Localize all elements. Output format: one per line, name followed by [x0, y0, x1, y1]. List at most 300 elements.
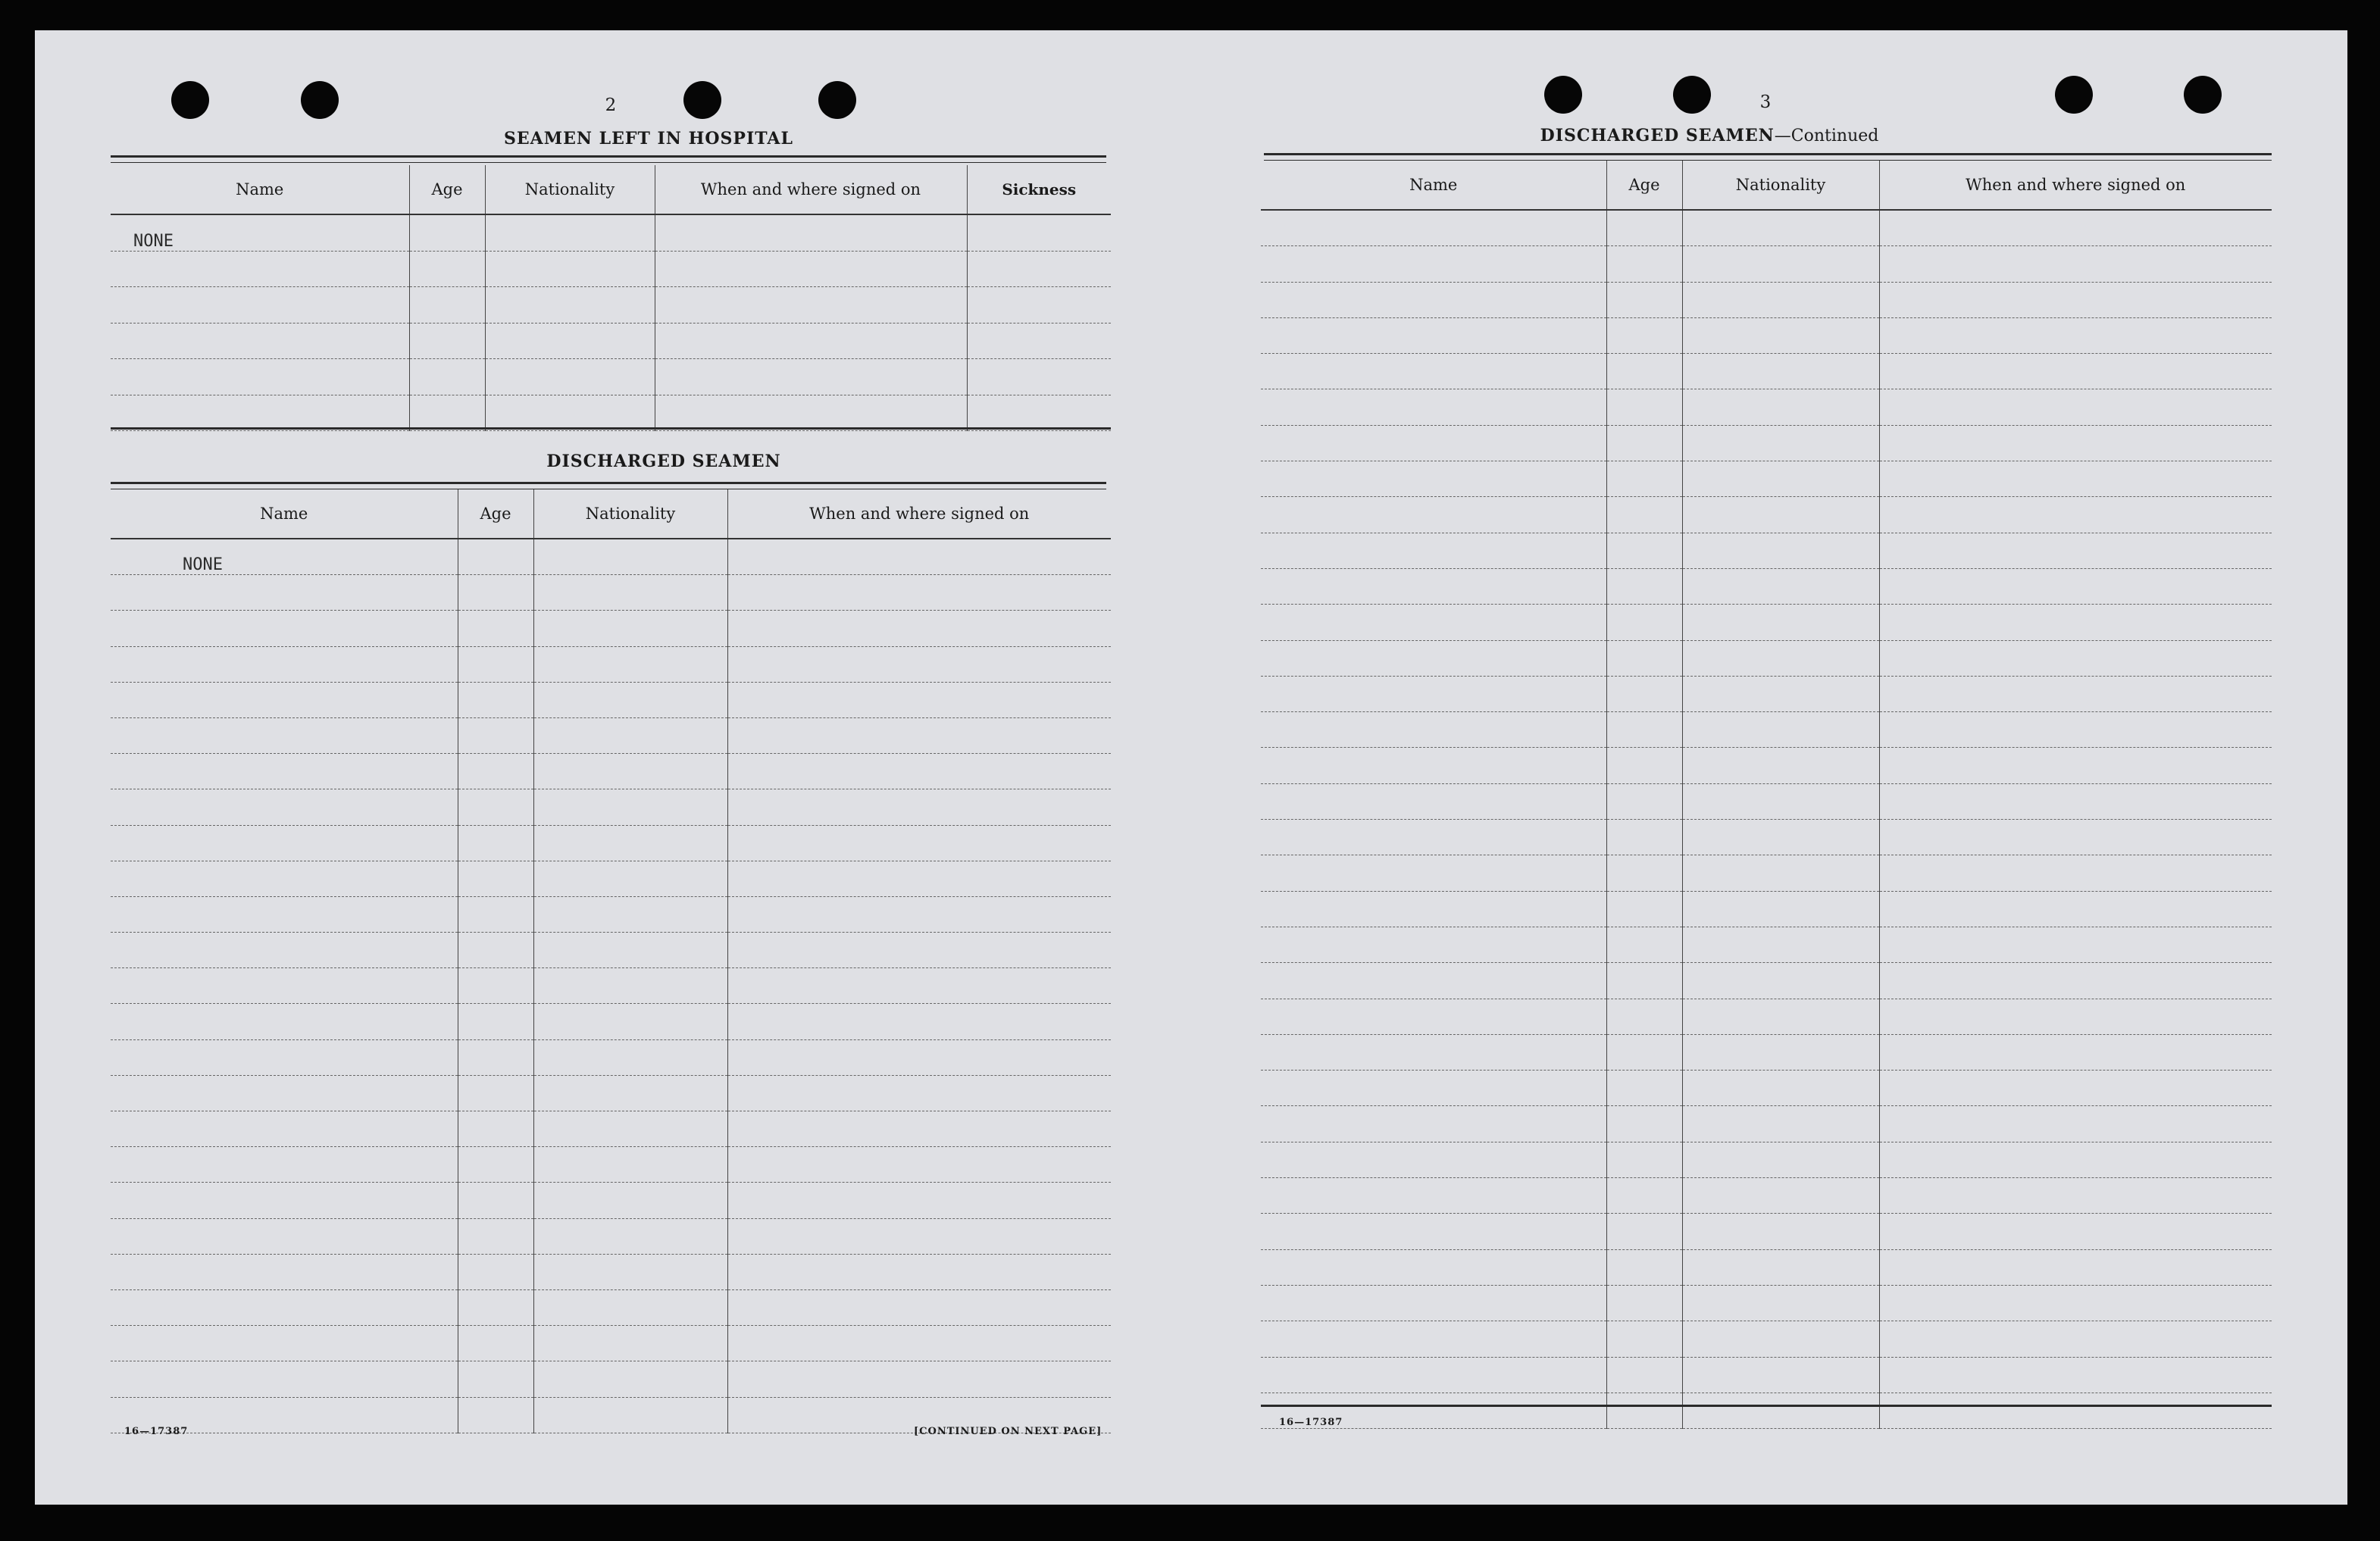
table-cell	[1879, 640, 2272, 676]
table-row	[1261, 282, 2272, 317]
table-cell	[1879, 748, 2272, 783]
table-cell	[111, 682, 458, 717]
table-row	[111, 968, 1111, 1004]
table-row	[1261, 820, 2272, 855]
table-cell	[1682, 425, 1879, 461]
table-cell	[533, 1254, 727, 1289]
table-row	[111, 896, 1111, 932]
table-row	[111, 825, 1111, 861]
table-cell	[1606, 282, 1682, 317]
table-row	[111, 754, 1111, 789]
table-row	[1261, 1393, 2272, 1428]
table-cell	[1261, 891, 1606, 927]
table-row	[1261, 461, 2272, 497]
table-row	[111, 1004, 1111, 1039]
table-cell	[727, 789, 1111, 825]
table-cell	[1682, 389, 1879, 425]
table-cell	[727, 754, 1111, 789]
column-header: When and where signed on	[655, 165, 967, 214]
table-cell	[533, 1397, 727, 1433]
discharged-header-row	[111, 489, 1111, 539]
table-row	[1261, 246, 2272, 282]
table-row	[1261, 1071, 2272, 1106]
table-cell	[458, 1397, 533, 1433]
table-cell	[1606, 999, 1682, 1034]
table-cell	[1682, 317, 1879, 353]
punch-hole	[2184, 76, 2222, 114]
table-row	[1261, 1321, 2272, 1357]
table-row	[111, 717, 1111, 753]
column-header: Name	[111, 165, 409, 214]
table-cell	[1682, 533, 1879, 568]
table-cell	[458, 1147, 533, 1183]
table-cell	[1606, 1249, 1682, 1285]
column-header: Sickness	[967, 165, 1111, 214]
table-cell	[485, 251, 655, 287]
table-row	[1261, 712, 2272, 748]
table-cell	[1879, 1393, 2272, 1428]
table-cell	[111, 1326, 458, 1361]
table-cell	[111, 395, 409, 431]
table-cell	[1682, 461, 1879, 497]
table-cell	[458, 1254, 533, 1289]
table-cell	[1682, 820, 1879, 855]
table-cell	[111, 861, 458, 896]
table-cell	[533, 1075, 727, 1111]
table-cell	[727, 1218, 1111, 1254]
table-cell	[533, 1289, 727, 1325]
table-cell	[1879, 712, 2272, 748]
table-cell	[458, 1004, 533, 1039]
table-row	[1261, 1357, 2272, 1393]
table-cell	[727, 933, 1111, 968]
table-cell	[1261, 1285, 1606, 1321]
table-cell	[1261, 1142, 1606, 1177]
table-cell	[533, 1039, 727, 1075]
table-cell	[533, 1147, 727, 1183]
discharged-continued-title	[1512, 126, 1906, 145]
table-cell	[533, 861, 727, 896]
table-cell	[1682, 1178, 1879, 1214]
punch-hole	[1673, 76, 1711, 114]
table-cell	[458, 1361, 533, 1397]
table-cell	[1606, 389, 1682, 425]
table-cell	[1606, 891, 1682, 927]
title-rule	[111, 155, 1106, 163]
table-cell	[1879, 389, 2272, 425]
punch-hole	[1544, 76, 1582, 114]
table-cell	[1879, 425, 2272, 461]
table-cell	[533, 1004, 727, 1039]
table-cell	[1606, 927, 1682, 962]
table-cell	[1261, 1214, 1606, 1249]
table-cell	[1682, 1106, 1879, 1142]
table-cell	[533, 789, 727, 825]
table-cell	[727, 1075, 1111, 1111]
page-number: 3	[1759, 92, 1772, 112]
table-cell	[111, 789, 458, 825]
table-cell: NONE	[111, 214, 409, 251]
table-cell	[533, 1183, 727, 1218]
table-cell	[1879, 461, 2272, 497]
table-cell	[533, 646, 727, 682]
table-cell	[533, 717, 727, 753]
table-cell	[1261, 461, 1606, 497]
table-cell	[655, 395, 967, 431]
table-row	[111, 287, 1111, 324]
table-row	[111, 1111, 1111, 1147]
table-cell	[458, 717, 533, 753]
table-cell	[1879, 605, 2272, 640]
table-cell	[111, 287, 409, 324]
table-row	[1261, 1285, 2272, 1321]
table-cell	[1606, 568, 1682, 604]
table-row	[111, 789, 1111, 825]
table-cell	[458, 1111, 533, 1147]
table-cell	[111, 896, 458, 932]
table-cell	[1606, 1357, 1682, 1393]
table-cell	[1261, 963, 1606, 999]
table-row	[1261, 963, 2272, 999]
table-row	[111, 682, 1111, 717]
table-cell	[1682, 855, 1879, 891]
table-cell	[1682, 1249, 1879, 1285]
table-cell	[1606, 1142, 1682, 1177]
table-cell	[1261, 999, 1606, 1034]
table-cell	[727, 1183, 1111, 1218]
table-cell	[1606, 783, 1682, 819]
column-header: Nationality	[533, 489, 727, 539]
table-row	[111, 539, 1111, 575]
table-cell	[727, 611, 1111, 646]
column-header: Age	[409, 165, 485, 214]
table-cell	[1682, 1034, 1879, 1070]
table-cell	[1261, 605, 1606, 640]
table-row	[1261, 1178, 2272, 1214]
table-cell	[1682, 282, 1879, 317]
column-header: Nationality	[1682, 161, 1879, 210]
table-cell	[1879, 210, 2272, 246]
table-cell	[111, 1039, 458, 1075]
table-cell	[1606, 210, 1682, 246]
table-cell	[1261, 1321, 1606, 1357]
table-cell	[1261, 317, 1606, 353]
hospital-header-row	[111, 165, 1111, 214]
title-rule	[111, 482, 1106, 489]
table-row	[1261, 676, 2272, 711]
table-cell	[1879, 1178, 2272, 1214]
table-cell	[409, 214, 485, 251]
column-header: Name	[111, 489, 458, 539]
table-cell	[1606, 354, 1682, 389]
table-row	[111, 395, 1111, 431]
table-cell	[967, 287, 1111, 324]
table-cell	[1606, 712, 1682, 748]
table-cell	[727, 1361, 1111, 1397]
table-cell	[1261, 1106, 1606, 1142]
table-row	[1261, 640, 2272, 676]
table-cell	[111, 717, 458, 753]
table-row	[111, 1326, 1111, 1361]
table-cell	[1682, 1357, 1879, 1393]
table-row	[111, 646, 1111, 682]
table-row	[1261, 354, 2272, 389]
table-cell	[533, 575, 727, 611]
table-cell	[1682, 676, 1879, 711]
table-row	[111, 1183, 1111, 1218]
table-cell	[111, 359, 409, 395]
table-cell	[1606, 676, 1682, 711]
table-cell	[1879, 855, 2272, 891]
table-cell	[1261, 533, 1606, 568]
column-header: When and where signed on	[1879, 161, 2272, 210]
table-cell	[533, 1361, 727, 1397]
table-cell	[1261, 354, 1606, 389]
table-cell	[1261, 210, 1606, 246]
table-cell	[1682, 354, 1879, 389]
page-number: 2	[605, 95, 617, 115]
table-cell	[1879, 1142, 2272, 1177]
table-row	[1261, 533, 2272, 568]
table-cell	[533, 968, 727, 1004]
table-cell	[111, 1183, 458, 1218]
table-cell	[1879, 999, 2272, 1034]
table-cell	[409, 359, 485, 395]
column-header: Age	[1606, 161, 1682, 210]
table-cell	[111, 825, 458, 861]
table-cell	[655, 287, 967, 324]
table-cell	[1879, 820, 2272, 855]
punch-hole	[171, 81, 209, 119]
column-header: Name	[1261, 161, 1606, 210]
table-cell	[1606, 605, 1682, 640]
table-cell	[485, 214, 655, 251]
table-cell	[1879, 497, 2272, 533]
column-header: When and where signed on	[727, 489, 1111, 539]
discharged-continued-title-main: DISCHARGED SEAMEN	[1540, 126, 1775, 145]
table-cell	[1879, 1071, 2272, 1106]
table-cell	[967, 323, 1111, 359]
table-cell	[1682, 712, 1879, 748]
table-cell	[458, 789, 533, 825]
table-cell	[1879, 282, 2272, 317]
table-row	[111, 323, 1111, 359]
table-cell	[1682, 999, 1879, 1034]
table-cell	[409, 287, 485, 324]
table-cell	[1682, 1214, 1879, 1249]
table-cell	[967, 214, 1111, 251]
table-cell	[1261, 497, 1606, 533]
table-row	[1261, 389, 2272, 425]
discharged-table	[111, 489, 1111, 1433]
table-row	[1261, 927, 2272, 962]
hospital-section-title: SEAMEN LEFT IN HOSPITAL	[504, 129, 793, 148]
table-cell	[533, 933, 727, 968]
table-cell	[1261, 783, 1606, 819]
table-cell	[111, 646, 458, 682]
table-cell	[727, 539, 1111, 575]
title-rule	[1264, 153, 2272, 161]
table-cell	[1606, 963, 1682, 999]
table-cell	[1879, 1034, 2272, 1070]
table-cell	[458, 1075, 533, 1111]
table-row	[1261, 210, 2272, 246]
table-cell	[111, 933, 458, 968]
table-cell	[458, 646, 533, 682]
table-cell	[1879, 963, 2272, 999]
table-cell	[111, 611, 458, 646]
table-cell	[1682, 1142, 1879, 1177]
table-cell	[1261, 1249, 1606, 1285]
table-cell	[1261, 246, 1606, 282]
table-cell: NONE	[111, 539, 458, 575]
table-row	[1261, 1034, 2272, 1070]
continued-suffix: —Continued	[1774, 127, 1879, 145]
punch-hole	[301, 81, 339, 119]
table-cell	[533, 1111, 727, 1147]
table-cell	[655, 214, 967, 251]
table-cell	[727, 1289, 1111, 1325]
table-cell	[1682, 497, 1879, 533]
punch-hole	[818, 81, 856, 119]
table-cell	[1606, 497, 1682, 533]
table-cell	[1879, 533, 2272, 568]
table-cell	[458, 1218, 533, 1254]
table-row	[111, 1218, 1111, 1254]
table-cell	[111, 1111, 458, 1147]
table-cell	[111, 968, 458, 1004]
table-row	[111, 933, 1111, 968]
table-cell	[727, 646, 1111, 682]
table-cell	[1682, 246, 1879, 282]
table-cell	[1682, 963, 1879, 999]
table-cell	[485, 287, 655, 324]
punch-hole	[2055, 76, 2093, 114]
table-cell	[1682, 1393, 1879, 1428]
table-cell	[111, 323, 409, 359]
table-cell	[458, 611, 533, 646]
table-cell	[533, 611, 727, 646]
table-cell	[1879, 891, 2272, 927]
table-cell	[1261, 712, 1606, 748]
table-cell	[111, 754, 458, 789]
table-cell	[1261, 1357, 1606, 1393]
table-cell	[533, 682, 727, 717]
table-cell	[727, 825, 1111, 861]
table-cell	[727, 1147, 1111, 1183]
table-row	[1261, 748, 2272, 783]
table-cell	[1606, 1106, 1682, 1142]
table-cell	[1879, 1357, 2272, 1393]
table-cell	[485, 395, 655, 431]
table-row	[1261, 783, 2272, 819]
table-cell	[111, 251, 409, 287]
table-cell	[485, 359, 655, 395]
table-cell	[1261, 1071, 1606, 1106]
table-cell	[458, 968, 533, 1004]
table-cell	[1606, 425, 1682, 461]
table-cell	[1261, 748, 1606, 783]
table-cell	[727, 861, 1111, 896]
table-cell	[1606, 533, 1682, 568]
table-cell	[1606, 1178, 1682, 1214]
table-row	[1261, 317, 2272, 353]
table-cell	[458, 861, 533, 896]
column-header: Nationality	[485, 165, 655, 214]
table-cell	[1682, 1071, 1879, 1106]
table-cell	[533, 896, 727, 932]
table-cell	[727, 575, 1111, 611]
table-cell	[458, 539, 533, 575]
table-cell	[1682, 1285, 1879, 1321]
table-cell	[409, 323, 485, 359]
table-cell	[1682, 210, 1879, 246]
table-cell	[1879, 676, 2272, 711]
table-cell	[458, 1326, 533, 1361]
table-cell	[111, 575, 458, 611]
table-cell	[1682, 640, 1879, 676]
table-cell	[727, 968, 1111, 1004]
table-cell	[485, 323, 655, 359]
table-cell	[1682, 783, 1879, 819]
table-cell	[1682, 568, 1879, 604]
table-cell	[1682, 1321, 1879, 1357]
table-row	[1261, 497, 2272, 533]
table-row	[111, 1361, 1111, 1397]
table-cell	[967, 251, 1111, 287]
table-cell	[727, 1004, 1111, 1039]
table-row	[1261, 855, 2272, 891]
table-cell	[967, 395, 1111, 431]
hospital-rows	[111, 214, 1111, 431]
table-row	[111, 1075, 1111, 1111]
table-cell	[1879, 317, 2272, 353]
table-row	[1261, 1106, 2272, 1142]
table-cell	[111, 1004, 458, 1039]
discharged-section-title: DISCHARGED SEAMEN	[546, 452, 781, 471]
table-cell	[1606, 246, 1682, 282]
table-row	[111, 1039, 1111, 1075]
table-cell	[458, 1183, 533, 1218]
table-cell	[655, 359, 967, 395]
table-cell	[1606, 748, 1682, 783]
continued-header-row	[1261, 161, 2272, 210]
table-cell	[533, 539, 727, 575]
table-cell	[1606, 820, 1682, 855]
table-cell	[1682, 927, 1879, 962]
table-cell	[458, 933, 533, 968]
table-row	[1261, 1214, 2272, 1249]
table-cell	[1261, 568, 1606, 604]
table-cell	[533, 1326, 727, 1361]
table-cell	[1879, 1321, 2272, 1357]
discharged-continued-table	[1261, 161, 2272, 1429]
table-cell	[111, 1361, 458, 1397]
table-cell	[1261, 1034, 1606, 1070]
table-cell	[1606, 640, 1682, 676]
table-cell	[1879, 1285, 2272, 1321]
table-cell	[655, 251, 967, 287]
table-cell	[111, 1289, 458, 1325]
table-cell	[458, 1289, 533, 1325]
table-cell	[458, 575, 533, 611]
table-cell	[1261, 389, 1606, 425]
table-cell	[1261, 282, 1606, 317]
table-row	[1261, 891, 2272, 927]
table-cell	[1606, 1034, 1682, 1070]
table-cell	[1682, 891, 1879, 927]
table-cell	[1879, 568, 2272, 604]
